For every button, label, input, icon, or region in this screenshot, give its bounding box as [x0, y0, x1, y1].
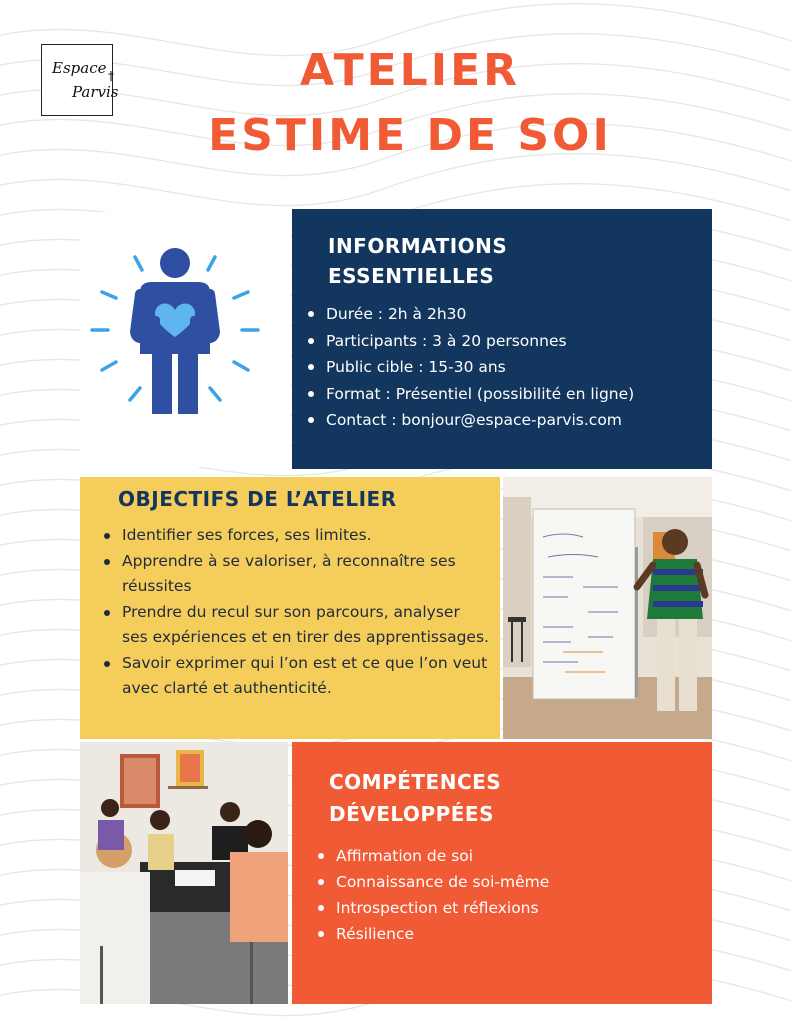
- person-holding-heart-icon: [80, 212, 290, 467]
- info-list: [304, 301, 634, 434]
- page-title-line2: ESTIME DE SOI: [208, 110, 612, 161]
- skills-title: [329, 766, 629, 830]
- skills-title-line2: DÉVELOPPÉES: [329, 802, 494, 826]
- info-item-duree: Durée : 2h à 2h30: [304, 301, 634, 328]
- info-title-line1: INFORMATIONS: [328, 234, 508, 258]
- hero-icon-panel: [80, 212, 290, 467]
- objectives-title: OBJECTIFS DE L’ATELIER: [118, 487, 397, 511]
- skill-item: Introspection et réflexions: [314, 895, 549, 921]
- photo-group-workshop: [80, 742, 288, 1004]
- skill-item: Résilience: [314, 921, 549, 947]
- page-title-line1: ATELIER: [299, 45, 521, 96]
- cross-icon: †: [108, 69, 114, 83]
- espace-parvis-logo: [41, 44, 119, 116]
- objective-item: Savoir exprimer qui l’on est et ce que l’on veut avec clarté et authenticité.: [100, 651, 490, 702]
- info-item-format: Format : Présentiel (possibilité en ligne): [304, 381, 634, 408]
- objective-item: Apprendre à se valoriser, à reconnaître ses réussites: [100, 549, 490, 600]
- info-item-participants: Participants : 3 à 20 personnes: [304, 328, 634, 355]
- objectives-section: [80, 477, 500, 739]
- logo-text-espace: Espace: [52, 59, 107, 77]
- info-section: [292, 209, 712, 469]
- objective-item: Identifier ses forces, ses limites.: [100, 523, 490, 549]
- info-title: [328, 231, 628, 291]
- objective-item: Prendre du recul sur son parcours, analyser ses expériences et en tirer des apprentissages.: [100, 600, 490, 651]
- skill-item: Connaissance de soi-même: [314, 869, 549, 895]
- skills-list: [314, 843, 549, 947]
- info-title-line2: ESSENTIELLES: [328, 264, 495, 288]
- objectives-list: [100, 523, 490, 702]
- skills-title-line1: COMPÉTENCES: [329, 770, 502, 794]
- skills-section: [292, 742, 712, 1004]
- skill-item: Affirmation de soi: [314, 843, 549, 869]
- info-item-contact: Contact : bonjour@espace-parvis.com: [304, 407, 634, 434]
- photo-whiteboard-presenter: [503, 477, 712, 739]
- logo-text-parvis: Parvis: [72, 83, 119, 101]
- info-item-public: Public cible : 15-30 ans: [304, 354, 634, 381]
